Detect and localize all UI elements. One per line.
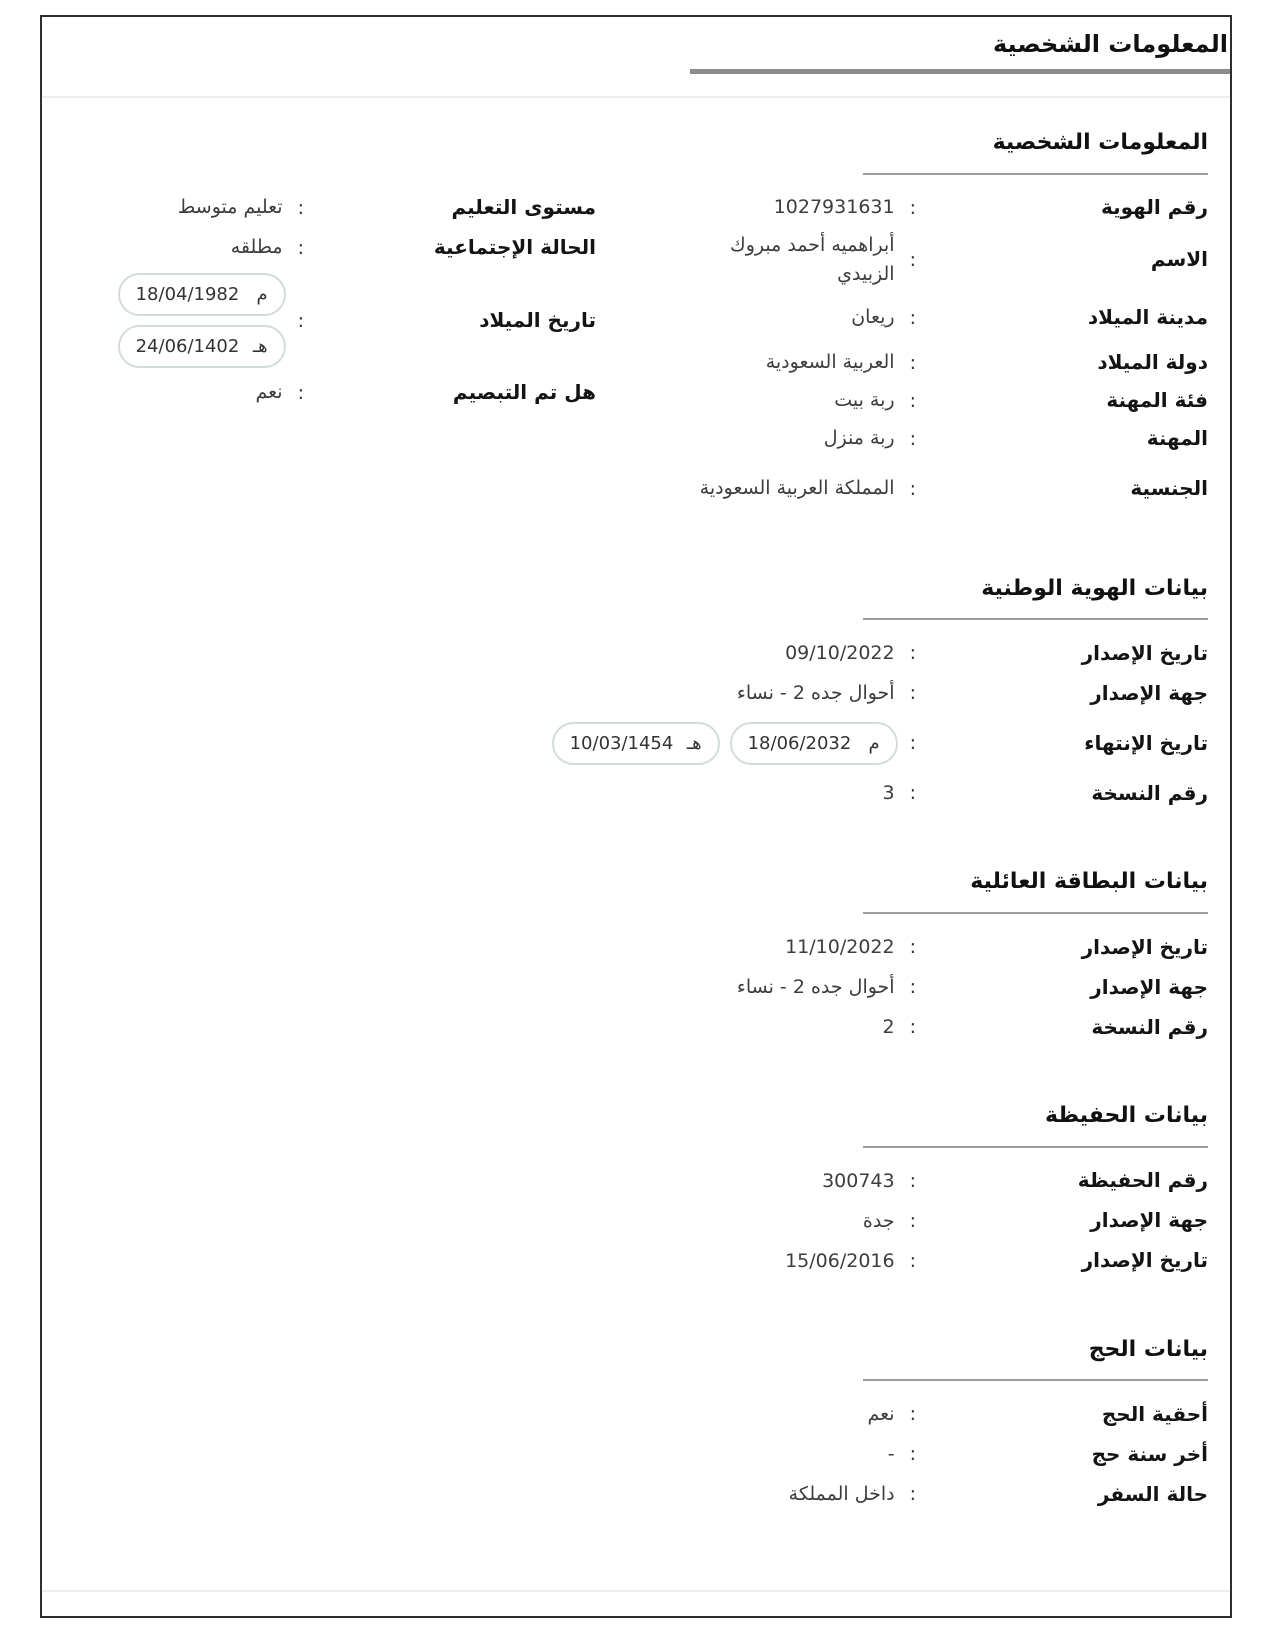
field-label: تاريخ الإصدار	[1081, 1248, 1208, 1273]
field-label: تاريخ الإصدار	[1081, 934, 1208, 959]
field-colon: :	[909, 1443, 916, 1466]
field-label: رقم الهوية	[1100, 195, 1208, 220]
expiry-date-pills	[552, 722, 898, 765]
field-colon: :	[909, 976, 916, 999]
field-value: أبراهميه أحمد مبروك الزبيدي	[730, 234, 895, 285]
hijri-date: 10/03/1454	[569, 732, 674, 754]
field-education-level	[64, 188, 596, 228]
field-colon: :	[909, 1249, 916, 1272]
section-family-card	[64, 867, 1208, 1047]
field-colon: :	[909, 732, 916, 755]
field-value: العربية السعودية	[765, 351, 895, 374]
title-underline-bar	[690, 69, 1230, 74]
field-label: رقم الحفيظة	[1077, 1168, 1208, 1193]
field-occupation-category	[596, 382, 1208, 420]
section-title-underline	[863, 1379, 1208, 1381]
field-value: نعم	[255, 381, 283, 404]
field-colon: :	[297, 381, 304, 404]
field-nationality	[596, 458, 1208, 520]
field-value: نعم	[867, 1403, 895, 1426]
field-issue-date	[64, 633, 1208, 673]
field-colon: :	[909, 1169, 916, 1192]
field-value: جدة	[862, 1209, 895, 1232]
field-colon: :	[297, 236, 304, 259]
page-content	[42, 128, 1230, 1514]
field-fingerprinted	[64, 374, 596, 412]
field-value: المملكة العربية السعودية	[699, 477, 895, 500]
field-colon: :	[909, 196, 916, 219]
section-title: بيانات الحج	[1088, 1336, 1208, 1362]
field-label: مستوى التعليم	[451, 195, 596, 220]
field-label: دولة الميلاد	[1097, 350, 1208, 375]
field-colon: :	[909, 427, 916, 450]
field-issue-place	[64, 967, 1208, 1007]
section-title: المعلومات الشخصية	[992, 130, 1208, 155]
field-colon: :	[909, 248, 916, 271]
hijri-prefix: هـ	[252, 336, 268, 358]
field-hafiza-number	[64, 1161, 1208, 1201]
field-value: 300743	[822, 1169, 895, 1192]
field-value: 1027931631	[773, 196, 895, 219]
section-title: بيانات الهوية الوطنية	[981, 575, 1208, 601]
field-value: 11/10/2022	[785, 935, 895, 958]
field-value: 3	[882, 782, 895, 805]
field-colon: :	[297, 309, 304, 332]
birth-date-pills	[118, 273, 286, 368]
hijri-date-pill	[118, 325, 286, 368]
field-hajj-eligibility	[64, 1394, 1208, 1434]
field-label: المهنة	[1146, 426, 1208, 451]
field-birth-date	[64, 268, 596, 374]
field-national-id	[596, 188, 1208, 228]
field-value: أحوال جده 2 - نساء	[736, 975, 895, 998]
field-colon: :	[909, 642, 916, 665]
field-value: -	[887, 1443, 895, 1466]
field-colon: :	[909, 351, 916, 374]
hijri-date: 24/06/1402	[135, 336, 240, 358]
section-hafiza	[64, 1101, 1208, 1281]
field-value: ريعان	[851, 306, 895, 329]
field-birth-country	[596, 344, 1208, 382]
gregorian-prefix: م	[868, 732, 880, 754]
field-issue-date	[64, 1241, 1208, 1281]
field-travel-status	[64, 1474, 1208, 1514]
field-occupation	[596, 420, 1208, 458]
section-title: بيانات البطاقة العائلية	[970, 869, 1208, 895]
gregorian-date: 18/06/2032	[747, 732, 852, 754]
field-value: داخل المملكة	[788, 1483, 895, 1506]
field-label: تاريخ الميلاد	[479, 308, 596, 333]
field-expiry-date	[64, 713, 1208, 773]
field-colon: :	[909, 1403, 916, 1426]
section-national-id	[64, 574, 1208, 814]
personal-info-left-column	[64, 188, 596, 412]
field-value: تعليم متوسط	[177, 196, 283, 219]
field-value: 2	[882, 1015, 895, 1038]
field-marital-status	[64, 228, 596, 268]
field-value: مطلقه	[230, 236, 283, 259]
field-colon: :	[909, 1483, 916, 1506]
section-title-underline	[863, 173, 1208, 175]
hijri-date-pill	[552, 722, 720, 765]
field-colon: :	[909, 936, 916, 959]
gregorian-prefix: م	[256, 284, 268, 306]
personal-info-right-column	[596, 188, 1208, 520]
field-colon: :	[297, 196, 304, 219]
field-issue-place	[64, 673, 1208, 713]
field-label: الجنسية	[1130, 476, 1208, 501]
field-label: جهة الإصدار	[1090, 680, 1208, 705]
field-copy-number	[64, 1007, 1208, 1047]
field-label: أخر سنة حج	[1091, 1441, 1208, 1466]
section-personal-info	[64, 128, 1208, 520]
field-colon: :	[909, 1209, 916, 1232]
field-copy-number	[64, 773, 1208, 813]
page-title: المعلومات الشخصية	[992, 30, 1228, 58]
field-issue-place	[64, 1201, 1208, 1241]
field-label: مدينة الميلاد	[1087, 305, 1208, 330]
section-title-underline	[863, 618, 1208, 620]
field-label: تاريخ الإنتهاء	[1084, 730, 1208, 755]
field-label: الحالة الإجتماعية	[433, 235, 596, 260]
field-label: أحقية الحج	[1101, 1401, 1208, 1426]
field-value: ربة منزل	[823, 427, 895, 450]
section-title-underline	[863, 912, 1208, 914]
field-birth-city	[596, 292, 1208, 344]
field-issue-date	[64, 927, 1208, 967]
page-header	[42, 17, 1230, 98]
footer-divider	[42, 1590, 1230, 1592]
field-value: 15/06/2016	[785, 1249, 895, 1272]
field-colon: :	[909, 477, 916, 500]
field-colon: :	[909, 682, 916, 705]
field-label: فئة المهنة	[1106, 388, 1208, 413]
field-colon: :	[909, 306, 916, 329]
section-hajj	[64, 1335, 1208, 1515]
field-label: جهة الإصدار	[1090, 974, 1208, 999]
gregorian-date-pill	[730, 722, 898, 765]
gregorian-date-pill	[118, 273, 286, 316]
field-label: الاسم	[1150, 247, 1208, 272]
field-colon: :	[909, 1016, 916, 1039]
field-label: حالة السفر	[1097, 1481, 1208, 1506]
field-colon: :	[909, 389, 916, 412]
field-last-hajj-year	[64, 1434, 1208, 1474]
document-page	[40, 15, 1232, 1618]
field-value: 09/10/2022	[785, 642, 895, 665]
field-value: أحوال جده 2 - نساء	[736, 682, 895, 705]
field-name	[596, 228, 1208, 292]
section-title-underline	[863, 1146, 1208, 1148]
hijri-prefix: هـ	[686, 732, 702, 754]
field-colon: :	[909, 782, 916, 805]
gregorian-date: 18/04/1982	[135, 284, 240, 306]
field-label: جهة الإصدار	[1090, 1208, 1208, 1233]
field-label: رقم النسخة	[1091, 1014, 1208, 1039]
field-value: ربة بيت	[834, 389, 895, 412]
section-title: بيانات الحفيظة	[1044, 1103, 1208, 1129]
field-label: تاريخ الإصدار	[1081, 640, 1208, 665]
field-label: هل تم التبصيم	[452, 380, 596, 405]
field-label: رقم النسخة	[1091, 780, 1208, 805]
